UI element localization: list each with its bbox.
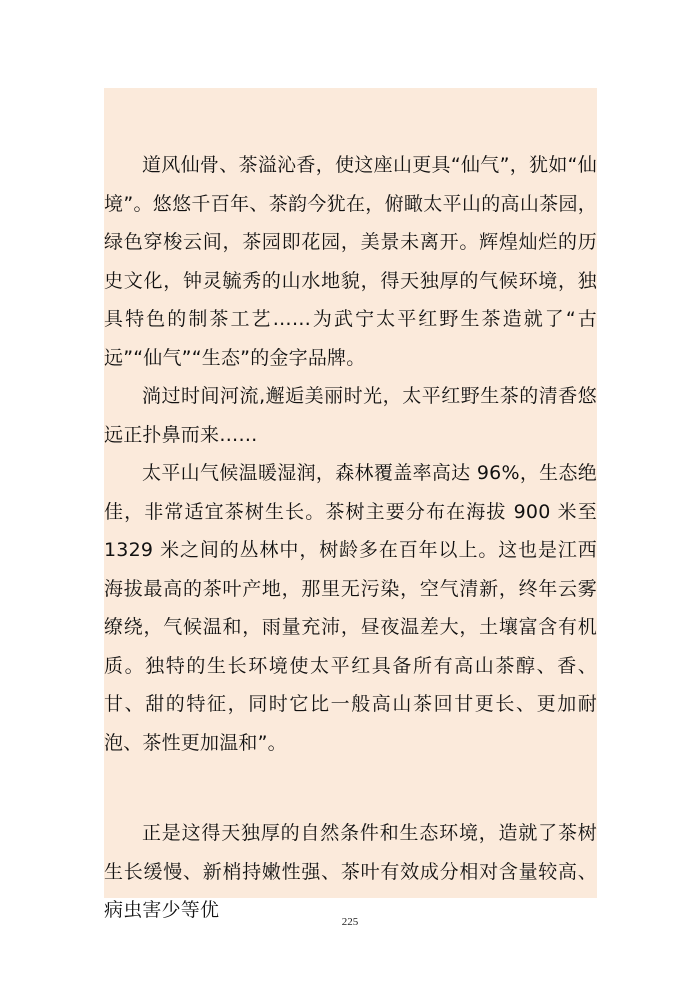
text-block-main — [104, 88, 597, 819]
paragraph-2: 淌过时间河流,邂逅美丽时光，太平红野生茶的清香悠远正扑鼻而来…… — [104, 385, 597, 446]
paragraph-3: 太平山气候温暖湿润，森林覆盖率高达 96%，生态绝佳，非常适宜茶树生长。茶树主要分布在海拔 900 米至 1329 米之间的丛林中，树龄多在百年以上。这也是江西海拔最高的茶叶产地，那里无污染，空气清新，终年云雾缭绕，气候温和，雨量充沛，昼夜温差大，土壤富含有机质。独特的生长环境使太平红具备所有高山茶醇、香、甘、甜的特征，同时它比一般高山茶回甘更长、更加耐泡、茶性更加温和”。 — [104, 462, 597, 754]
paragraph-1: 道风仙骨、茶溢沁香，使这座山更具“仙气”，犹如“仙境”。悠悠千百年、茶韵今犹在，俯瞰太平山的高山茶园，绿色穿梭云间，茶园即花园，美景未离开。辉煌灿烂的历史文化，钟灵毓秀的山水地貌，得天独厚的气候环境，独具特色的制茶工艺……为武宁太平红野生茶造就了“古远”“仙气”“生态”的金字品牌。 — [104, 154, 597, 369]
text-block-continued — [104, 802, 597, 921]
page-number: 225 — [341, 916, 359, 928]
paragraph-4: 正是这得天独厚的自然条件和生态环境，造就了茶树生长缓慢、新梢持嫩性强、茶叶有效成分相对含量较高、病虫害少等优 — [104, 822, 597, 921]
